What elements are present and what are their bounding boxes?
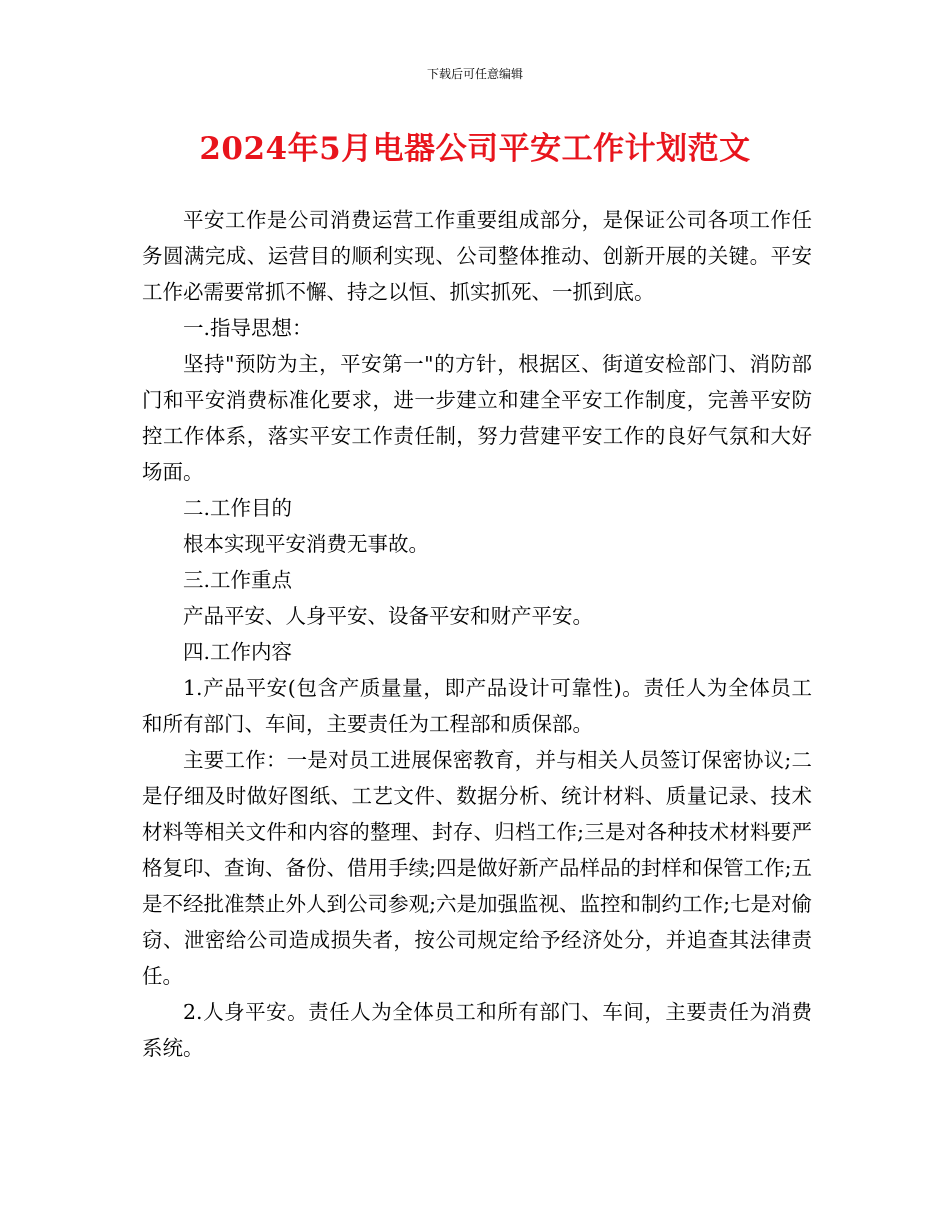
heading-work-focus: 三.工作重点 <box>183 568 293 592</box>
paragraph-work-focus: 产品平安、人身平安、设备平安和财产平安。 <box>183 604 593 628</box>
header-note: 下载后可任意编辑 <box>426 67 523 81</box>
document-body <box>142 202 812 1066</box>
paragraph-personal-safety: 2.人身平安。责任人为全体员工和所有部门、车间，主要责任为消费系统。 <box>142 1000 812 1060</box>
heading-work-content: 四.工作内容 <box>183 640 293 664</box>
heading-work-goal: 二.工作目的 <box>183 496 293 520</box>
paragraph-product-safety: 1.产品平安(包含产质量量，即产品设计可靠性)。责任人为全体员工和所有部门、车间，主要责任为工程部和质保部。 <box>142 676 812 736</box>
document-title: 2024年5月电器公司平安工作计划范文 <box>199 131 751 167</box>
paragraph-guiding-thought: 坚持"预防为主，平安第一"的方针，根据区、街道安检部门、消防部门和平安消费标准化要求，进一步建立和建全平安工作制度，完善平安防控工作体系，落实平安工作责任制，努力营建平安工作的良好气氛和大好场面。 <box>142 352 812 484</box>
paragraph-work-goal: 根本实现平安消费无事故。 <box>183 532 429 556</box>
heading-guiding-thought: 一.指导思想： <box>183 316 313 340</box>
paragraph-main-work: 主要工作：一是对员工进展保密教育，并与相关人员签订保密协议;二是仔细及时做好图纸、工艺文件、数据分析、统计材料、质量记录、技术材料等相关文件和内容的整理、封存、归档工作;三是对各种技术材料要严格复印、查询、备份、借用手续;四是做好新产品样品的封样和保管工作;五是不经批准禁止外人到公司参观;六是加强监视、监控和制约工作;七是对偷窃、泄密给公司造成损失者，按公司规定给予经济处分，并追查其法律责任。 <box>142 748 812 988</box>
paragraph-intro: 平安工作是公司消费运营工作重要组成部分，是保证公司各项工作任务圆满完成、运营目的顺利实现、公司整体推动、创新开展的关键。平安工作必需要常抓不懈、持之以恒、抓实抓死、一抓到底。 <box>142 208 812 304</box>
